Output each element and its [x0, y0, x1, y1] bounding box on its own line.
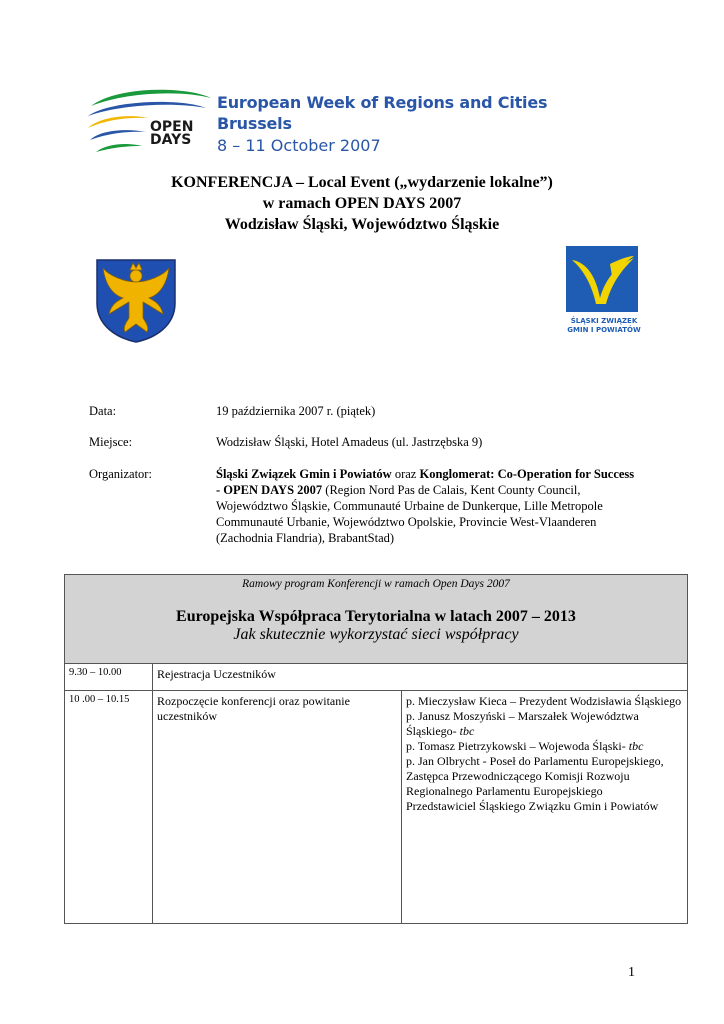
program-subtitle: Ramowy program Konferencji w ramach Open Days 2007: [242, 578, 510, 590]
program-title2: Jak skutecznie wykorzystać sieci współpracy: [233, 626, 519, 643]
activity-cell: Rozpoczęcie konferencji oraz powitanie uczestników: [153, 691, 402, 924]
silesia-coat-of-arms-icon: [95, 258, 177, 343]
speaker-item: p. Janusz Moszyński – Marszałek Województwa Śląskiego- tbc: [406, 709, 639, 738]
table-row: [65, 664, 688, 691]
speakers-cell: [402, 691, 688, 924]
open-days-wordmark: OPEN DAYS: [150, 119, 194, 148]
table-row: [65, 691, 688, 924]
date-label: Data:: [89, 404, 117, 418]
date-value: 19 października 2007 r. (piątek): [216, 404, 376, 418]
place-label: Miejsce:: [89, 435, 133, 449]
event-dates: 8 – 11 October 2007: [217, 136, 381, 155]
time-cell: 10 .00 – 10.15: [65, 691, 153, 924]
speaker-item: Przedstawiciel Śląskiego Związku Gmin i Powiatów: [406, 799, 659, 813]
speaker-item: p. Jan Olbrycht - Poseł do Parlamentu Europejskiego, Zastępca Przewodniczącego Komisji Rozwoju Regionalnego Parlamentu Europejskiego: [406, 754, 664, 798]
partner-logo-line1: ŚLĄSKI ZWIĄZEK: [570, 317, 638, 325]
organizer-label: Organizator:: [89, 467, 152, 481]
program-table: [64, 574, 688, 924]
place-value: Wodzisław Śląski, Hotel Amadeus (ul. Jastrzębska 9): [216, 435, 483, 449]
activity-cell: Rejestracja Uczestników: [153, 664, 688, 691]
time-cell: 9.30 – 10.00: [65, 664, 153, 691]
speaker-item: p. Mieczysław Kieca – Prezydent Wodzisławia Śląskiego: [406, 694, 682, 708]
program-title: Europejska Współpraca Terytorialna w latach 2007 – 2013: [176, 608, 576, 625]
partner-logo-line2: GMIN I POWIATÓW: [567, 326, 641, 334]
event-title: European Week of Regions and Cities Brussels: [217, 93, 548, 133]
slaski-zwiazek-logo: [558, 246, 648, 341]
conference-title: KONFERENCJA – Local Event („wydarzenie lokalne”) w ramach OPEN DAYS 2007 Wodzisław Śląski, Województwo Śląskie: [171, 174, 553, 233]
page-number: 1: [628, 965, 635, 980]
speaker-item: p. Tomasz Pietrzykowski – Wojewoda Śląski- tbc: [406, 739, 644, 753]
organizer-value: Śląski Związek Gmin i Powiatów oraz Konglomerat: Co-Operation for Success - OPEN DAYS 2007 (Region Nord Pas de Calais, Kent County Council, Województwo Śląskie, Communauté Urbaine de Dunkerque, Lille Metropole Communauté Urbanie, Województwo Opolskie, Provincie West-Vlaanderen (Zachodnia Flandria), BrabantStad): [216, 467, 635, 545]
program-header: [65, 575, 688, 664]
